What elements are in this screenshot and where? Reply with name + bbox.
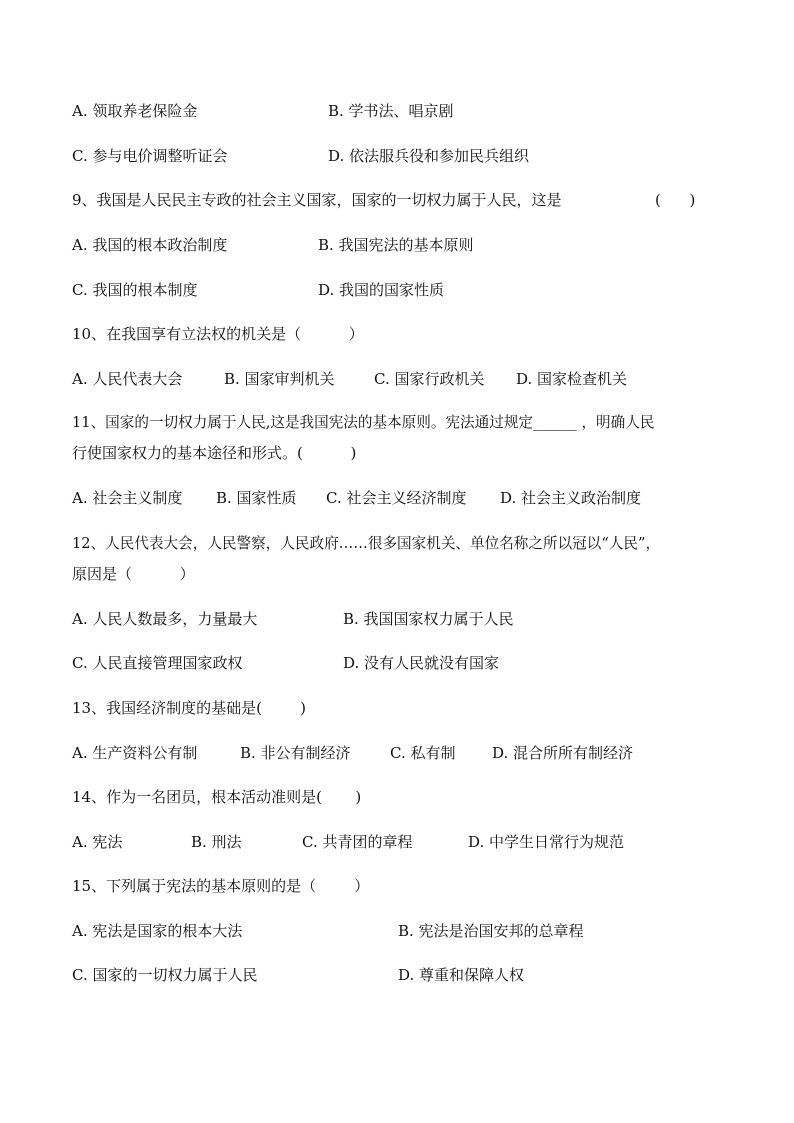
q10-option-c: C. 国家行政机关 — [374, 370, 485, 388]
q9-option-a: A. 我国的根本政治制度 — [72, 236, 228, 254]
q15-stem: 15、下列属于宪法的基本原则的是（ ） — [72, 877, 370, 895]
q13-option-d: D. 混合所所有制经济 — [492, 744, 634, 762]
q14-option-a: A. 宪法 — [72, 833, 123, 851]
q8-option-a: A. 领取养老保险金 — [72, 102, 198, 120]
q9-answer-blank: ( ) — [655, 191, 696, 209]
q13-option-a: A. 生产资料公有制 — [72, 744, 198, 762]
q15-option-a: A. 宪法是国家的根本大法 — [72, 922, 243, 940]
q12-option-a: A. 人民人数最多，力量最大 — [72, 610, 258, 628]
q12-option-b: B. 我国国家权力属于人民 — [343, 610, 514, 628]
q14-option-d: D. 中学生日常行为规范 — [468, 833, 625, 851]
q8-option-c: C. 参与电价调整听证会 — [72, 147, 228, 165]
q14-stem: 14、作为一名团员，根本活动准则是( ) — [72, 788, 362, 806]
q11-option-a: A. 社会主义制度 — [72, 489, 183, 507]
q13-option-c: C. 私有制 — [390, 744, 456, 762]
q15-option-c: C. 国家的一切权力属于人民 — [72, 966, 258, 984]
q10-option-a: A. 人民代表大会 — [72, 370, 183, 388]
q15-option-d: D. 尊重和保障人权 — [398, 966, 525, 984]
q14-option-b: B. 刑法 — [191, 833, 242, 851]
q11-option-d: D. 社会主义政治制度 — [500, 489, 642, 507]
q8-option-d: D. 依法服兵役和参加民兵组织 — [328, 147, 530, 165]
q15-option-b: B. 宪法是治国安邦的总章程 — [398, 922, 584, 940]
q13-option-b: B. 非公有制经济 — [240, 744, 351, 762]
q10-stem: 10、在我国享有立法权的机关是（ ） — [72, 325, 364, 343]
q9-option-d: D. 我国的国家性质 — [318, 281, 445, 299]
q11-stem-line-2: 行使国家权力的基本途径和形式。( ) — [72, 444, 357, 462]
q11-option-c: C. 社会主义经济制度 — [326, 489, 467, 507]
q12-option-c: C. 人民直接管理国家政权 — [72, 654, 243, 672]
q10-option-b: B. 国家审判机关 — [224, 370, 335, 388]
q9-option-c: C. 我国的根本制度 — [72, 281, 198, 299]
q12-stem-line-2: 原因是（ ） — [72, 565, 195, 583]
q10-option-d: D. 国家检查机关 — [516, 370, 628, 388]
q11-stem-line-1: 11、国家的一切权力属于人民,这是我国宪法的基本原则。宪法通过规定______ ，明确人民 — [72, 414, 655, 431]
q14-option-c: C. 共青团的章程 — [302, 833, 413, 851]
q8-option-b: B. 学书法、唱京剧 — [328, 102, 454, 120]
q9-option-b: B. 我国宪法的基本原则 — [318, 236, 474, 254]
q12-option-d: D. 没有人民就没有国家 — [343, 654, 500, 672]
q12-stem-line-1: 12、人民代表大会，人民警察，人民政府……很多国家机关、单位名称之所以冠以“人民”， — [72, 535, 661, 552]
q9-stem: 9、我国是人民民主专政的社会主义国家，国家的一切权力属于人民，这是 — [72, 191, 562, 209]
q13-stem: 13、我国经济制度的基础是( ) — [72, 699, 306, 717]
q11-option-b: B. 国家性质 — [216, 489, 297, 507]
